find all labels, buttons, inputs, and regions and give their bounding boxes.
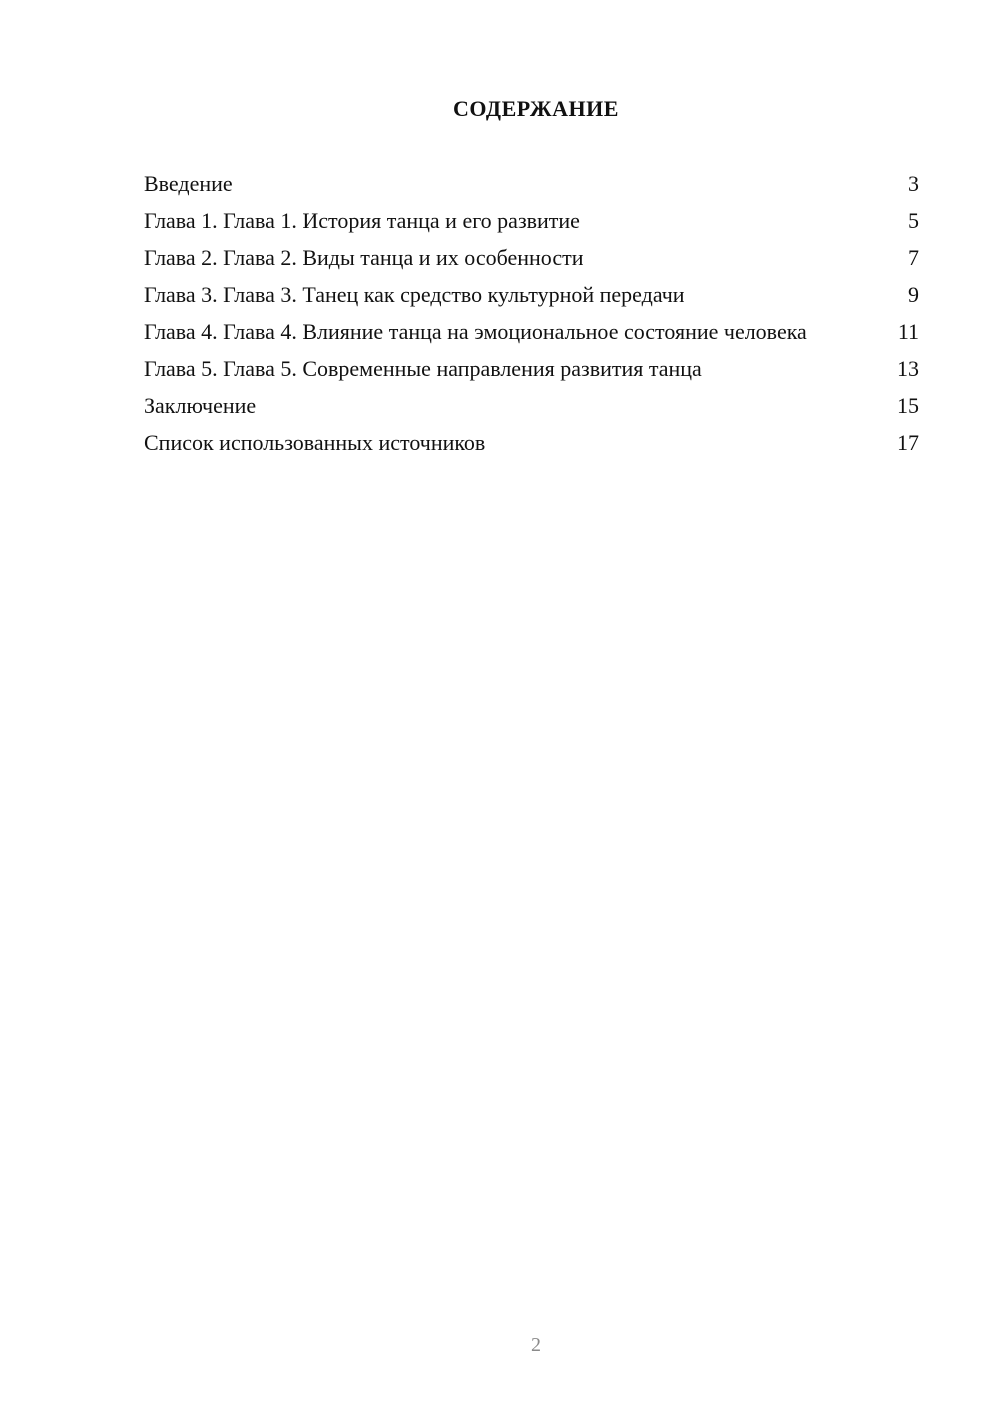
toc-entry-label: Глава 1. Глава 1. История танца и его развитие	[144, 208, 580, 233]
toc-entry	[144, 244, 919, 271]
toc-entry	[144, 207, 919, 234]
toc-entry-page: 5	[908, 208, 919, 233]
toc-entry-page: 17	[897, 430, 919, 455]
toc-entry-page: 7	[908, 245, 919, 270]
toc-entry	[144, 355, 919, 382]
toc-entry-page: 3	[908, 171, 919, 196]
page-title: СОДЕРЖАНИЕ	[453, 96, 619, 121]
toc-entry-page: 11	[897, 319, 919, 344]
toc-entry-page: 9	[908, 282, 919, 307]
toc-entry-label: Список использованных источников	[144, 430, 486, 455]
page-number: 2	[531, 1334, 541, 1356]
toc-entry-label: Глава 3. Глава 3. Танец как средство культурной передачи	[144, 282, 685, 307]
toc-entry-label: Заключение	[144, 393, 257, 418]
toc-entry-label: Введение	[144, 171, 233, 196]
toc-entry	[144, 318, 919, 345]
toc-entry	[144, 170, 919, 197]
toc-entry-label: Глава 4. Глава 4. Влияние танца на эмоциональное состояние человека	[144, 319, 807, 344]
toc-entry	[144, 281, 919, 308]
table-of-contents	[144, 170, 919, 466]
toc-entry-label: Глава 2. Глава 2. Виды танца и их особенности	[144, 245, 584, 270]
toc-entry-page: 15	[897, 393, 919, 418]
toc-entry-page: 13	[897, 356, 919, 381]
toc-entry-label: Глава 5. Глава 5. Современные направления развития танца	[144, 356, 702, 381]
toc-entry	[144, 392, 919, 419]
toc-entry	[144, 429, 919, 456]
